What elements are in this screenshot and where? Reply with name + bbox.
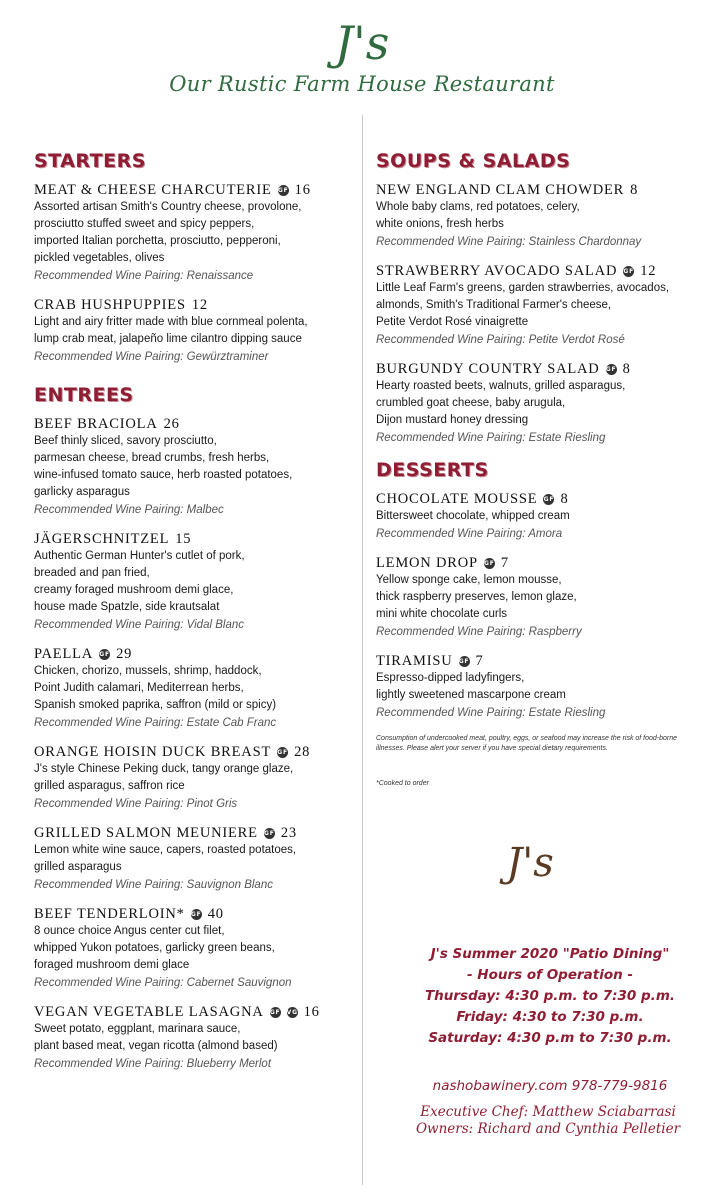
description-line: Light and airy fritter made with blue cornmeal polenta, — [34, 316, 308, 328]
gluten-free-badge: GF — [269, 1009, 281, 1016]
description-line: parmesan cheese, bread crumbs, fresh herbs, — [34, 452, 270, 464]
wine-pairing: Recommended Wine Pairing: Vidal Blanc — [34, 619, 244, 631]
description-line: Point Judith calamari, Mediterrean herbs, — [34, 682, 244, 694]
menu-item — [376, 555, 696, 641]
menu-item-price: 28 — [294, 744, 311, 760]
description-line: grilled asparagus — [34, 861, 122, 873]
menu-items — [34, 182, 344, 366]
menu-item-header — [376, 555, 696, 572]
description-line: Sweet potato, eggplant, marinara sauce, — [34, 1023, 241, 1035]
menu-item-description — [34, 761, 344, 795]
description-line: plant based meat, vegan ricotta (almond based) — [34, 1040, 278, 1052]
menu-item-description — [34, 923, 344, 974]
menu-item — [376, 182, 696, 251]
menu-item-description — [376, 378, 696, 429]
description-line: imported Italian porchetta, prosciutto, pepperoni, — [34, 235, 281, 247]
menu-item — [34, 297, 344, 366]
column-divider — [362, 115, 363, 1185]
menu-item — [34, 744, 344, 813]
menu-item-header — [376, 182, 696, 199]
description-line: J's style Chinese Peking duck, tangy orange glaze, — [34, 763, 294, 775]
description-line: Lemon white wine sauce, capers, roasted potatoes, — [34, 844, 297, 856]
menu-item-price: 26 — [163, 416, 180, 432]
description-line: mini white chocolate curls — [376, 608, 508, 620]
cooked-note: *Cooked to order — [376, 780, 429, 787]
wine-pairing: Recommended Wine Pairing: Renaissance — [34, 270, 254, 282]
menu-item — [34, 825, 344, 894]
description-line: Espresso-dipped ladyfingers, — [376, 672, 525, 684]
gluten-free-badge: GF — [484, 560, 495, 567]
wine-pairing: Recommended Wine Pairing: Raspberry — [376, 626, 582, 638]
menu-item-price: 8 — [560, 491, 569, 507]
description-line: house made Spatzle, side krautsalat — [34, 601, 220, 613]
menu-item — [34, 531, 344, 634]
hours-saturday: Saturday: 4:30 p.m to 7:30 p.m. — [428, 1030, 672, 1046]
menu-item-name: GRILLED SALMON MEUNIERE — [34, 825, 258, 841]
menu-item-description — [34, 1021, 344, 1055]
menu-item-description — [376, 199, 696, 233]
description-line: Authentic German Hunter's cutlet of pork, — [34, 550, 245, 562]
gluten-free-badge: GF — [623, 268, 635, 275]
menu-item-price: 40 — [207, 906, 224, 922]
menu-item-description — [34, 842, 344, 876]
menu-item-name: MEAT & CHEESE CHARCUTERIE — [34, 182, 272, 198]
description-line: wine-infused tomato sauce, herb roasted potatoes, — [34, 469, 293, 481]
header — [0, 16, 724, 96]
menu-item-header — [376, 361, 696, 378]
wine-pairing: Recommended Wine Pairing: Malbec — [34, 504, 224, 516]
hours-thursday: Thursday: 4:30 p.m. to 7:30 p.m. — [424, 988, 676, 1004]
gluten-free-badge: GF — [190, 911, 202, 918]
wine-pairing: Recommended Wine Pairing: Blueberry Merlot — [34, 1058, 272, 1070]
description-line: almonds, Smith's Traditional Farmer's cheese, — [376, 299, 612, 311]
owners: Owners: Richard and Cynthia Pelletier — [415, 1121, 681, 1137]
menu-item-description — [376, 280, 696, 331]
menu-item-price: 8 — [622, 361, 631, 377]
menu-item-name: CRAB HUSHPUPPIES — [34, 297, 186, 313]
menu-item — [34, 416, 344, 519]
desserts-section — [376, 459, 696, 722]
description-line: pickled vegetables, olives — [34, 252, 165, 264]
gluten-free-badge: GF — [99, 651, 110, 658]
section-title: STARTERS — [34, 150, 146, 172]
wine-pairing: Recommended Wine Pairing: Gewürztraminer — [34, 351, 269, 363]
section-title: DESSERTS — [376, 459, 489, 481]
section-title: SOUPS & SALADS — [376, 150, 571, 172]
menu-item-description — [34, 314, 344, 348]
wine-pairing: Recommended Wine Pairing: Sauvignon Blanc — [34, 879, 273, 891]
left-column — [34, 150, 344, 1085]
description-line: thick raspberry preserves, lemon glaze, — [376, 591, 577, 603]
right-column — [376, 150, 696, 787]
staff-info — [398, 1104, 698, 1138]
description-line: 8 ounce choice Angus center cut filet, — [34, 925, 225, 937]
menu-item-price: 8 — [630, 182, 639, 198]
menu-item-name: BEEF BRACIOLA — [34, 416, 158, 432]
menu-item — [376, 361, 696, 447]
menu-items — [376, 182, 696, 447]
logo: J's — [334, 16, 390, 70]
menu-item-description — [34, 663, 344, 714]
wine-pairing: Recommended Wine Pairing: Estate Cab Franc — [34, 717, 277, 729]
contact-info: nashobawinery.com 978-779-9816 — [432, 1078, 668, 1094]
description-line: Petite Verdot Rosé vinaigrette — [376, 316, 529, 328]
menu-item-header — [34, 906, 344, 923]
menu-item — [34, 906, 344, 992]
description-line: prosciutto stuffed sweet and spicy peppers, — [34, 218, 255, 230]
restaurant-subtitle: Our Rustic Farm House Restaurant — [169, 72, 555, 96]
health-notice: Consumption of undercooked meat, poultry, eggs, or seafood may increase the risk of food-borne illnesses. Please alert your server if you have special dietary requirements. — [376, 735, 678, 752]
menu-item-price: 23 — [280, 825, 297, 841]
menu-item-price: 12 — [640, 263, 657, 279]
menu-items — [34, 416, 344, 1073]
description-line: whipped Yukon potatoes, garlicky green beans, — [34, 942, 275, 954]
description-line: lump crab meat, jalapeño lime cilantro dipping sauce — [34, 333, 302, 345]
menu-item-name: BURGUNDY COUNTRY SALAD — [376, 361, 600, 377]
description-line: Dijon mustard honey dressing — [376, 414, 529, 426]
menu-item-description — [376, 572, 696, 623]
description-line: Hearty roasted beets, walnuts, grilled asparagus, — [376, 380, 626, 392]
menu-item-name: STRAWBERRY AVOCADO SALAD — [376, 263, 618, 279]
starters-section — [34, 150, 344, 366]
menu-item-name: LEMON DROP — [376, 555, 478, 571]
menu-item-name: TIRAMISU — [376, 653, 453, 669]
section-title: ENTREES — [34, 384, 134, 406]
wine-pairing: Recommended Wine Pairing: Estate Riesling — [376, 707, 606, 719]
gluten-free-badge: GF — [605, 366, 617, 373]
description-line: grilled asparagus, saffron rice — [34, 780, 185, 792]
menu-item-header — [34, 646, 344, 663]
gluten-free-badge: GF — [277, 187, 289, 194]
entrees-section — [34, 384, 344, 1073]
menu-item-header — [376, 263, 696, 280]
wine-pairing: Recommended Wine Pairing: Estate Riesling — [376, 432, 606, 444]
description-line: Whole baby clams, red potatoes, celery, — [376, 201, 580, 213]
menu-item — [376, 263, 696, 349]
description-line: Yellow sponge cake, lemon mousse, — [376, 574, 562, 586]
gluten-free-badge: GF — [277, 749, 288, 756]
description-line: Assorted artisan Smith's Country cheese, provolone, — [34, 201, 302, 213]
soups-section — [376, 150, 696, 447]
gluten-free-badge: GF — [543, 496, 555, 503]
hours-block — [400, 944, 700, 1049]
description-line: Spanish smoked paprika, saffron (mild or spicy) — [34, 699, 277, 711]
menu-item — [376, 491, 696, 543]
menu-item — [34, 646, 344, 732]
menu-item-description — [34, 433, 344, 501]
menu-item-price: 15 — [175, 531, 192, 547]
menu-item-description — [376, 670, 696, 704]
menu-item-price: 12 — [191, 297, 208, 313]
menu-item-price: 29 — [116, 646, 133, 662]
description-line: garlicky asparagus — [34, 486, 130, 498]
menu-item-header — [376, 491, 696, 508]
menu-item-header — [376, 653, 696, 670]
menu-item-name: VEGAN VEGETABLE LASAGNA — [34, 1004, 264, 1020]
description-line: breaded and pan fried, — [34, 567, 150, 579]
menu-item-name: JÄGERSCHNITZEL — [34, 531, 170, 547]
menu-item — [34, 182, 344, 285]
gluten-free-badge: GF — [264, 830, 275, 837]
menu-item-header — [34, 531, 344, 548]
menu-items — [376, 491, 696, 722]
menu-item-description — [34, 199, 344, 267]
executive-chef: Executive Chef: Matthew Sciabarrasi — [420, 1104, 676, 1120]
description-line: creamy foraged mushroom demi glace, — [34, 584, 234, 596]
description-line: lightly sweetened mascarpone cream — [376, 689, 566, 701]
menu-item-header — [34, 744, 344, 761]
description-line: crumbled goat cheese, baby arugula, — [376, 397, 566, 409]
menu-item-header — [34, 416, 344, 433]
description-line: Beef thinly sliced, savory prosciutto, — [34, 435, 217, 447]
menu-item — [34, 1004, 344, 1073]
menu-item-description — [376, 508, 696, 525]
gluten-free-badge: GF — [458, 658, 470, 665]
menu-item-header — [34, 1004, 344, 1021]
menu-item-price: 16 — [303, 1004, 320, 1020]
wine-pairing: Recommended Wine Pairing: Petite Verdot Rosé — [376, 334, 625, 346]
wine-pairing: Recommended Wine Pairing: Cabernet Sauvignon — [34, 977, 292, 989]
hours-title: J's Summer 2020 "Patio Dining" — [430, 946, 670, 962]
footer-logo: J's — [506, 840, 554, 886]
menu-item-description — [34, 548, 344, 616]
menu-item-price: 7 — [475, 653, 484, 669]
wine-pairing: Recommended Wine Pairing: Amora — [376, 528, 563, 540]
description-line: Chicken, chorizo, mussels, shrimp, haddock, — [34, 665, 262, 677]
menu-item-header — [34, 825, 344, 842]
description-line: white onions, fresh herbs — [376, 218, 504, 230]
wine-pairing: Recommended Wine Pairing: Pinot Gris — [34, 798, 238, 810]
hours-friday: Friday: 4:30 to 7:30 p.m. — [456, 1009, 644, 1025]
wine-pairing: Recommended Wine Pairing: Stainless Chardonnay — [376, 236, 642, 248]
description-line: Bittersweet chocolate, whipped cream — [376, 510, 570, 522]
menu-item-name: BEEF TENDERLOIN* — [34, 906, 185, 922]
hours-subtitle: - Hours of Operation - — [466, 967, 634, 983]
menu-item-name: NEW ENGLAND CLAM CHOWDER — [376, 182, 625, 198]
menu-item-header — [34, 297, 344, 314]
menu-item-name: ORANGE HOISIN DUCK BREAST — [34, 744, 272, 760]
description-line: foraged mushroom demi glace — [34, 959, 190, 971]
description-line: Little Leaf Farm's greens, garden strawberries, avocados, — [376, 282, 670, 294]
menu-item — [376, 653, 696, 722]
menu-item-name: CHOCOLATE MOUSSE — [376, 491, 538, 507]
menu-item-name: PAELLA — [34, 646, 94, 662]
vegan-badge: VG — [286, 1009, 298, 1016]
menu-item-price: 16 — [294, 182, 311, 198]
menu-item-price: 7 — [500, 555, 509, 571]
menu-item-header — [34, 182, 344, 199]
